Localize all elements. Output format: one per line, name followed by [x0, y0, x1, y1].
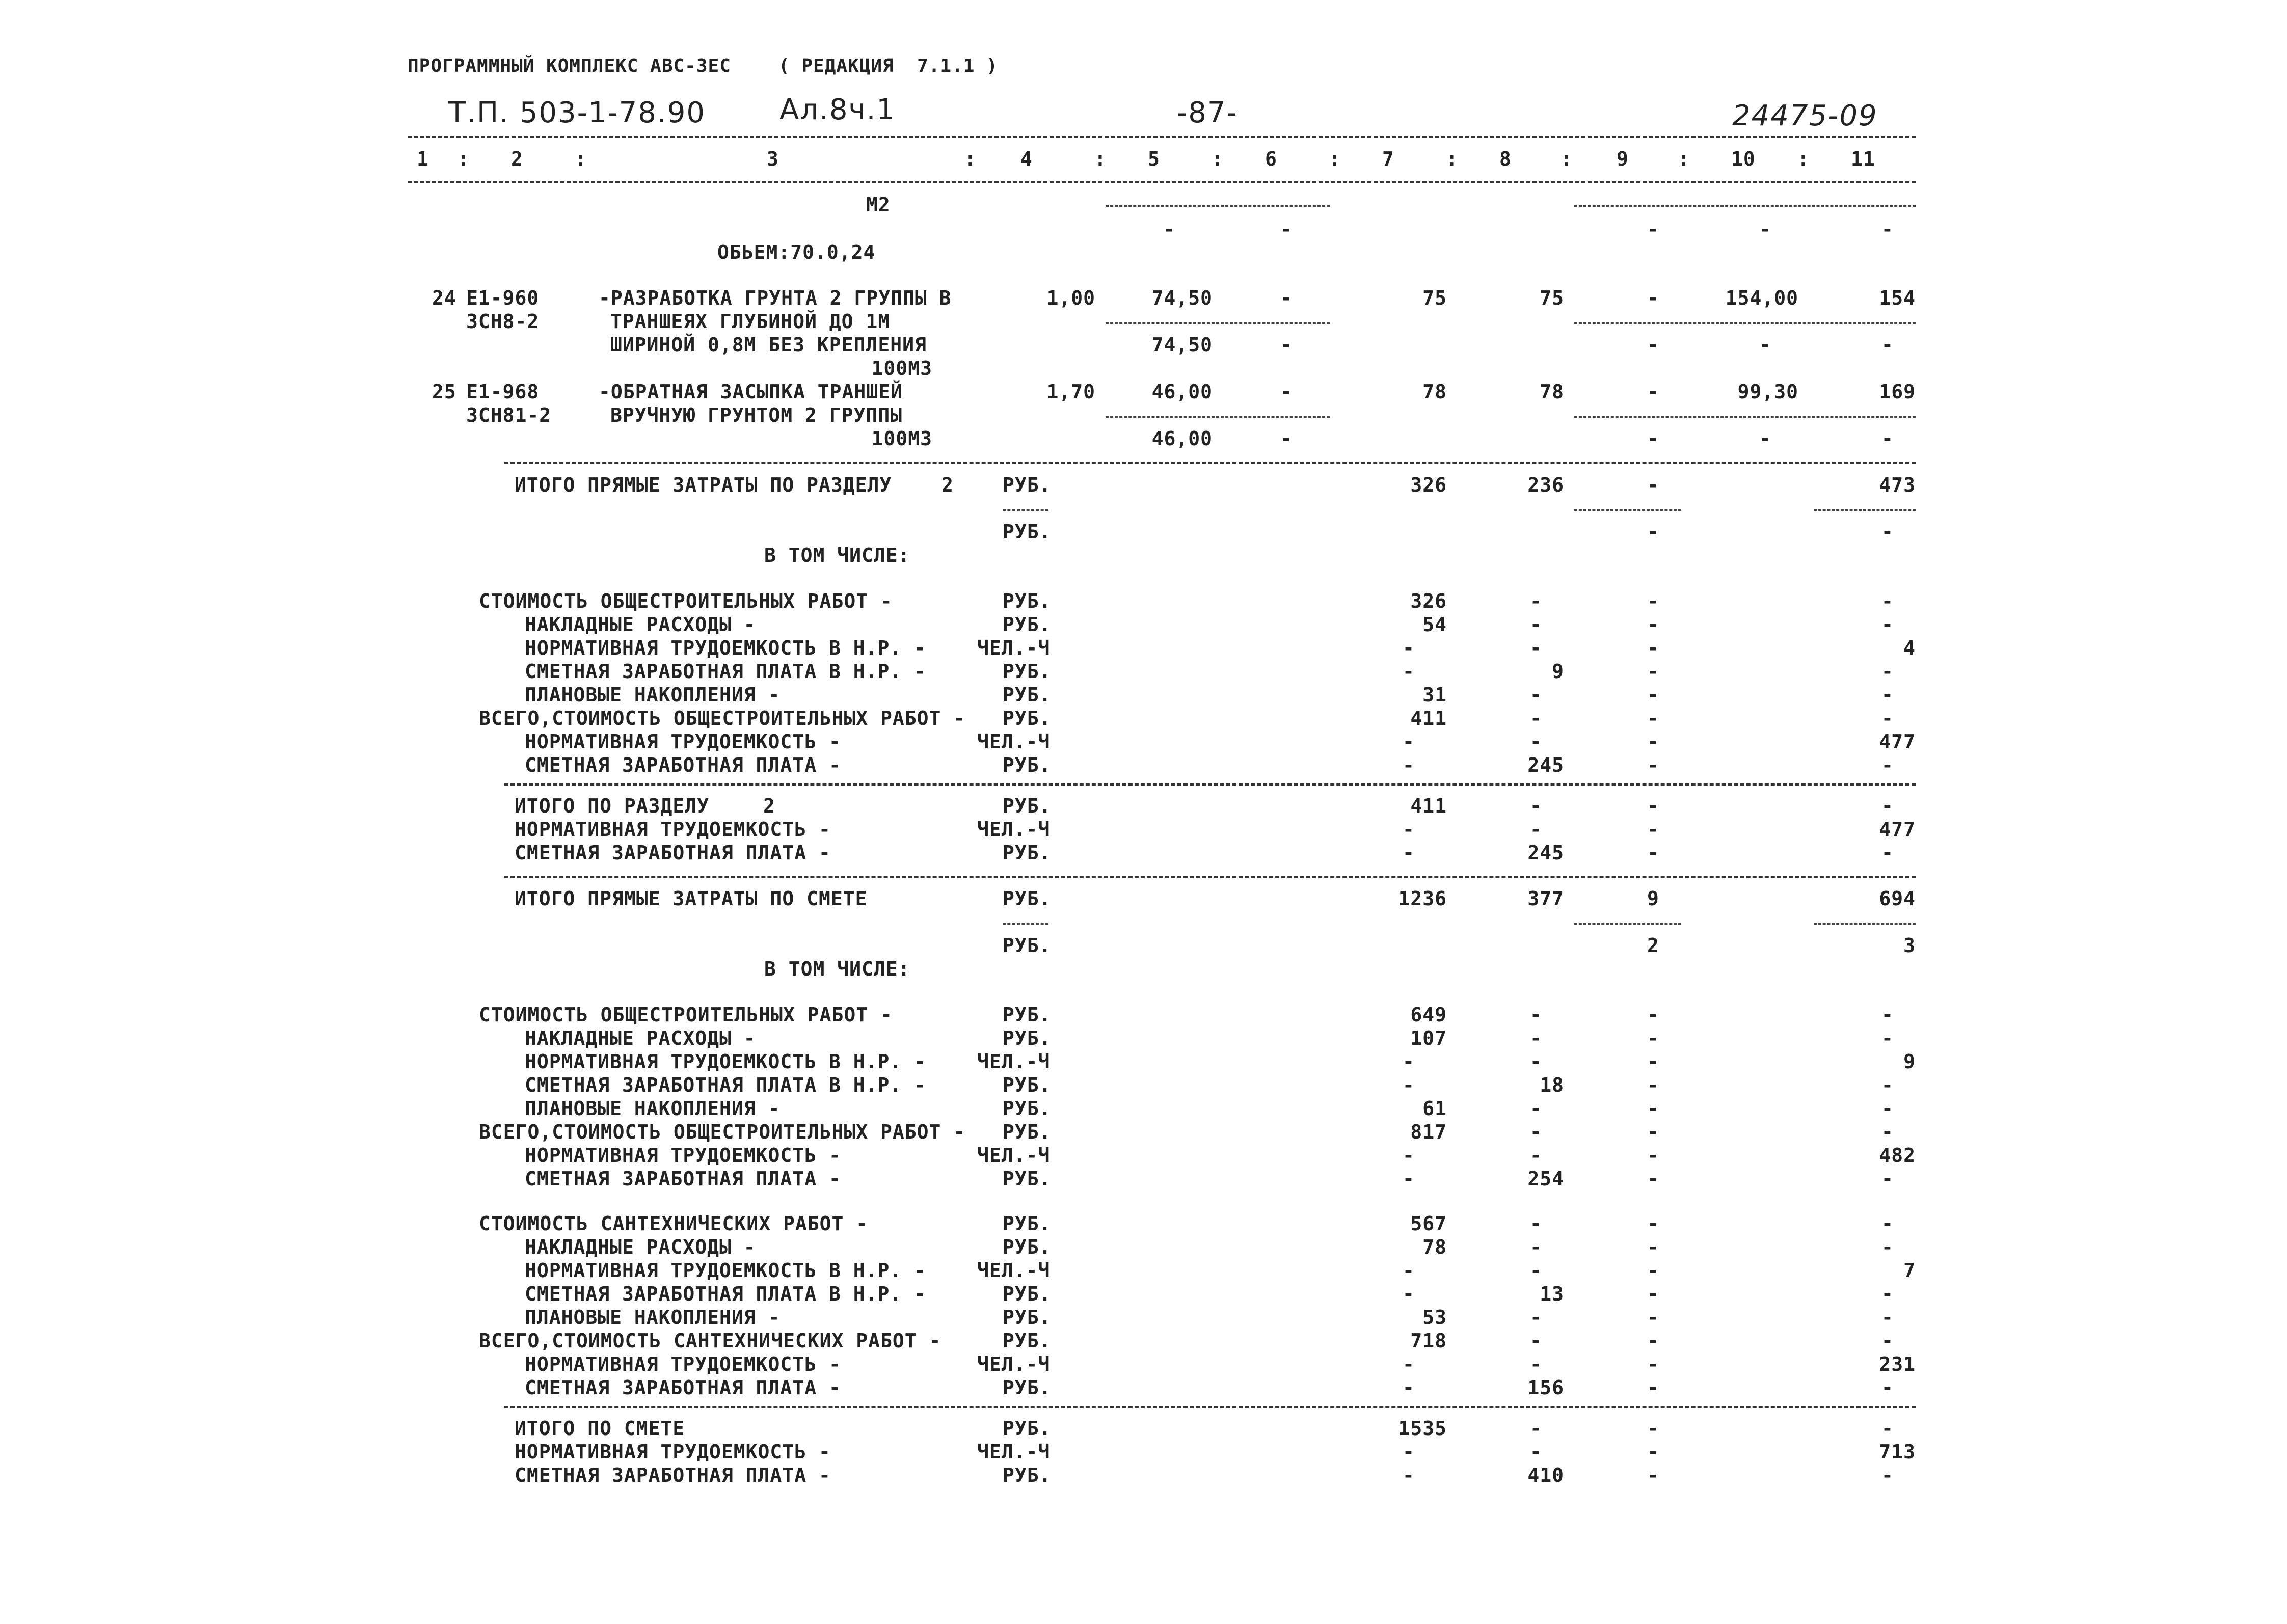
col-number: 3	[767, 148, 779, 170]
value: 718	[1410, 1330, 1447, 1352]
dash-mark: -	[1403, 1464, 1415, 1486]
dash-mark: -	[1881, 1306, 1894, 1329]
col-number: 1	[417, 148, 429, 170]
program-name: ПРОГРАММНЫЙ КОМПЛЕКС АВС-3ЕС	[408, 56, 731, 76]
dash-mark: -	[1403, 818, 1415, 841]
breakdown-label: НОРМАТИВНАЯ ТРУДОЕМКОСТЬ -	[525, 1353, 841, 1375]
dash-mark: -	[1647, 1330, 1659, 1352]
value: 477	[1879, 818, 1916, 841]
dash-mark: -	[1881, 1027, 1894, 1049]
value: 567	[1410, 1212, 1447, 1235]
breakdown-label: НАКЛАДНЫЕ РАСХОДЫ -	[525, 1027, 756, 1049]
unit-rub: РУБ.	[1003, 934, 1052, 957]
including-heading: В ТОМ ЧИСЛЕ:	[764, 958, 910, 980]
dash-mark: -	[1881, 218, 1894, 240]
dash-mark: -	[1647, 1464, 1659, 1486]
value-rule	[1574, 923, 1681, 925]
dash-mark: -	[1403, 1283, 1415, 1305]
summary-label: ИТОГО ПРЯМЫЕ ЗАТРАТЫ ПО СМЕТЕ	[515, 887, 868, 910]
breakdown-label: СМЕТНАЯ ЗАРАБОТНАЯ ПЛАТА -	[525, 1376, 841, 1399]
value: 326	[1410, 590, 1447, 612]
dash-mark: -	[1530, 1259, 1542, 1282]
value-rule	[1814, 923, 1916, 925]
item-col9: -	[1647, 287, 1659, 309]
dash-mark: -	[1881, 1330, 1894, 1352]
dash-mark: -	[1881, 1074, 1894, 1096]
item-col7: 78	[1422, 381, 1447, 403]
dash-mark: -	[1881, 795, 1894, 817]
value: 817	[1410, 1121, 1447, 1143]
dash-mark: -	[1881, 590, 1894, 612]
unit-rub: РУБ.	[1003, 1097, 1052, 1120]
value: 107	[1410, 1027, 1447, 1049]
dash-mark: -	[1647, 1121, 1659, 1143]
dash-mark: -	[1403, 1376, 1415, 1399]
unit-rub: РУБ.	[1003, 1212, 1052, 1235]
dash-mark: -	[1647, 1144, 1659, 1167]
dash-mark: -	[1530, 1097, 1542, 1120]
item-price: 74,50	[1151, 334, 1213, 356]
dash-mark: -	[1163, 218, 1175, 240]
dash-mark: -	[1280, 218, 1293, 240]
value: 410	[1527, 1464, 1564, 1486]
value: 31	[1422, 684, 1447, 706]
breakdown-label: СМЕТНАЯ ЗАРАБОТНАЯ ПЛАТА -	[525, 1168, 841, 1190]
page-number: -87-	[1177, 96, 1238, 129]
dash-mark: -	[1530, 1121, 1542, 1143]
dash-mark: -	[1647, 754, 1659, 776]
section-rule	[504, 1406, 1916, 1408]
tp-number: Т.П. 503-1-78.90	[448, 96, 706, 129]
value: 254	[1527, 1168, 1564, 1190]
item-unit: 100М3	[871, 357, 932, 380]
item-quantity: 1,70	[1046, 381, 1095, 403]
document-code: 24475-09	[1732, 99, 1878, 132]
dash-mark: -	[1881, 1376, 1894, 1399]
col-number: 8	[1499, 148, 1512, 170]
col-number: 10	[1731, 148, 1756, 170]
breakdown-label: ВСЕГО,СТОИМОСТЬ САНТЕХНИЧЕСКИХ РАБОТ -	[479, 1330, 941, 1352]
breakdown-label: СМЕТНАЯ ЗАРАБОТНАЯ ПЛАТА В Н.Р. -	[525, 660, 926, 683]
unit-rub: РУБ.	[1003, 660, 1052, 683]
unit-rub: РУБ.	[1003, 590, 1052, 612]
dash-mark: -	[1647, 427, 1659, 450]
col-number: 9	[1617, 148, 1629, 170]
value: 13	[1540, 1283, 1564, 1305]
unit-rub: РУБ.	[1003, 1376, 1052, 1399]
item-description: ШИРИНОЙ 0,8М БЕЗ КРЕПЛЕНИЯ	[610, 334, 927, 356]
volume-text: ОБЬЕМ:70.0,24	[717, 241, 876, 263]
breakdown-label: СМЕТНАЯ ЗАРАБОТНАЯ ПЛАТА -	[525, 754, 841, 776]
item-col11: 169	[1879, 381, 1916, 403]
breakdown-label: ВСЕГО,СТОИМОСТЬ ОБЩЕСТРОИТЕЛЬНЫХ РАБОТ -	[479, 1121, 966, 1143]
value: 411	[1410, 795, 1447, 817]
dash-mark: -	[1881, 1212, 1894, 1235]
item-description: ВРУЧНУЮ ГРУНТОМ 2 ГРУППЫ	[610, 404, 903, 426]
dash-mark: -	[1647, 1259, 1659, 1282]
dash-mark: -	[1647, 613, 1659, 636]
value: 236	[1527, 474, 1564, 496]
dash-mark: -	[1403, 842, 1415, 864]
col-sep: :	[964, 148, 977, 170]
section-rule	[504, 462, 1916, 464]
item-description: -РАЗРАБОТКА ГРУНТА 2 ГРУППЫ В	[599, 287, 952, 309]
dash-mark: -	[1881, 613, 1894, 636]
breakdown-label: СМЕТНАЯ ЗАРАБОТНАЯ ПЛАТА В Н.Р. -	[525, 1074, 926, 1096]
breakdown-label: ПЛАНОВЫЕ НАКОПЛЕНИЯ -	[525, 1306, 781, 1329]
item-code: Е1-968	[466, 381, 540, 403]
dash-mark: -	[1647, 1417, 1659, 1440]
dash-mark: -	[1530, 1417, 1542, 1440]
dash-mark: -	[1881, 684, 1894, 706]
unit-rule	[1003, 509, 1048, 511]
dash-mark: -	[1647, 684, 1659, 706]
dash-mark: -	[1881, 1236, 1894, 1258]
col-sep: :	[1560, 148, 1573, 170]
dash-mark: -	[1881, 427, 1894, 450]
value: 245	[1527, 842, 1564, 864]
value: 9	[1903, 1050, 1916, 1073]
item-col7: 75	[1422, 287, 1447, 309]
item-number: 24	[432, 287, 456, 309]
breakdown-label: ПЛАНОВЫЕ НАКОПЛЕНИЯ -	[525, 1097, 781, 1120]
value: 3	[1903, 934, 1916, 957]
dash-mark: -	[1530, 1050, 1542, 1073]
dash-mark: -	[1881, 1417, 1894, 1440]
item-number: 25	[432, 381, 456, 403]
dash-mark: -	[1647, 474, 1659, 496]
unit-rub: РУБ.	[1003, 1330, 1052, 1352]
item-description: ТРАНШЕЯХ ГЛУБИНОЙ ДО 1М	[610, 310, 891, 333]
col-sep: :	[1797, 148, 1810, 170]
breakdown-label: НОРМАТИВНАЯ ТРУДОЕМКОСТЬ В Н.Р. -	[525, 1259, 926, 1282]
dash-mark: -	[1647, 1236, 1659, 1258]
section-number: 2	[941, 474, 954, 496]
dash-mark: -	[1403, 730, 1415, 753]
dash-mark: -	[1647, 1004, 1659, 1026]
dash-mark: -	[1881, 334, 1894, 356]
breakdown-label: НАКЛАДНЫЕ РАСХОДЫ -	[525, 613, 756, 636]
unit-rub: РУБ.	[1003, 1283, 1052, 1305]
dash-mark: -	[1530, 1353, 1542, 1375]
item-price: 46,00	[1151, 427, 1213, 450]
unit-rub: РУБ.	[1003, 795, 1052, 817]
dash-mark: -	[1647, 730, 1659, 753]
section-number: 2	[763, 795, 775, 817]
item-description: -ОБРАТНАЯ ЗАСЫПКА ТРАНШЕЙ	[599, 381, 903, 403]
dash-mark: -	[1647, 1027, 1659, 1049]
item-col10: 154,00	[1725, 287, 1798, 309]
value: 18	[1540, 1074, 1564, 1096]
unit-rub: РУБ.	[1003, 754, 1052, 776]
value: 245	[1527, 754, 1564, 776]
unit-rub: РУБ.	[1003, 613, 1052, 636]
unit-rub: РУБ.	[1003, 1027, 1052, 1049]
unit-rub: РУБ.	[1003, 474, 1052, 496]
item-subcode: 3СН81-2	[466, 404, 552, 426]
col-sep: :	[1212, 148, 1224, 170]
unit-manhours: ЧЕЛ.-Ч	[977, 1441, 1051, 1463]
unit-manhours: ЧЕЛ.-Ч	[977, 730, 1051, 753]
dash-mark: -	[1647, 590, 1659, 612]
dash-mark: -	[1881, 1283, 1894, 1305]
dash-mark: -	[1530, 1027, 1542, 1049]
dash-mark: -	[1530, 1441, 1542, 1463]
col-sep: :	[1094, 148, 1107, 170]
col-sep: :	[575, 148, 587, 170]
dash-mark: -	[1280, 427, 1293, 450]
col-number: 7	[1382, 148, 1394, 170]
col-sep: :	[1446, 148, 1458, 170]
breakdown-label: СТОИМОСТЬ ОБЩЕСТРОИТЕЛЬНЫХ РАБОТ -	[479, 1004, 893, 1026]
dash-mark: -	[1530, 730, 1542, 753]
value: 377	[1527, 887, 1564, 910]
price-rule	[1574, 416, 1916, 418]
dash-mark: -	[1759, 334, 1771, 356]
dash-mark: -	[1530, 637, 1542, 659]
unit-rub: РУБ.	[1003, 1168, 1052, 1190]
value: 482	[1879, 1144, 1916, 1167]
section-rule	[504, 783, 1916, 786]
col-sep: :	[1329, 148, 1341, 170]
dash-mark: -	[1403, 637, 1415, 659]
dash-mark: -	[1647, 1074, 1659, 1096]
price-rule	[1106, 205, 1330, 207]
summary-label: НОРМАТИВНАЯ ТРУДОЕМКОСТЬ -	[515, 818, 831, 841]
value: 473	[1879, 474, 1916, 496]
dash-mark: -	[1403, 754, 1415, 776]
value: 713	[1879, 1441, 1916, 1463]
item-col9: -	[1647, 381, 1659, 403]
value: 411	[1410, 707, 1447, 729]
dash-mark: -	[1759, 218, 1771, 240]
unit-rub: РУБ.	[1003, 1236, 1052, 1258]
value: 78	[1422, 1236, 1447, 1258]
unit-manhours: ЧЕЛ.-Ч	[977, 1050, 1051, 1073]
dash-mark: -	[1647, 1097, 1659, 1120]
unit-rub: РУБ.	[1003, 1417, 1052, 1440]
item-price: 46,00	[1151, 381, 1213, 403]
dash-mark: -	[1530, 1212, 1542, 1235]
item-col6: -	[1280, 381, 1293, 403]
item-col6: -	[1280, 287, 1293, 309]
album-number: Ал.8ч.1	[779, 93, 896, 126]
dash-mark: -	[1881, 660, 1894, 683]
dash-mark: -	[1647, 660, 1659, 683]
col-sep: :	[458, 148, 470, 170]
dash-mark: -	[1530, 1236, 1542, 1258]
dash-mark: -	[1881, 707, 1894, 729]
col-number: 2	[511, 148, 523, 170]
dash-mark: -	[1881, 1464, 1894, 1486]
including-heading: В ТОМ ЧИСЛЕ:	[764, 544, 910, 566]
item-col8: 78	[1540, 381, 1564, 403]
item-col10: 99,30	[1737, 381, 1798, 403]
dash-mark: -	[1647, 1283, 1659, 1305]
dash-mark: -	[1759, 427, 1771, 450]
unit-manhours: ЧЕЛ.-Ч	[977, 1259, 1051, 1282]
dash-mark: -	[1881, 842, 1894, 864]
col-sep: :	[1678, 148, 1690, 170]
dash-mark: -	[1403, 1144, 1415, 1167]
dash-mark: -	[1530, 590, 1542, 612]
unit-rub: РУБ.	[1003, 1306, 1052, 1329]
breakdown-label: ПЛАНОВЫЕ НАКОПЛЕНИЯ -	[525, 684, 781, 706]
value: 1535	[1398, 1417, 1447, 1440]
item-quantity: 1,00	[1046, 287, 1095, 309]
summary-label: СМЕТНАЯ ЗАРАБОТНАЯ ПЛАТА -	[515, 842, 831, 864]
breakdown-label: СТОИМОСТЬ ОБЩЕСТРОИТЕЛЬНЫХ РАБОТ -	[479, 590, 893, 612]
summary-label: ИТОГО ПО СМЕТЕ	[515, 1417, 685, 1440]
unit-rub: РУБ.	[1003, 842, 1052, 864]
dash-mark: -	[1647, 707, 1659, 729]
item-col11: 154	[1879, 287, 1916, 309]
revision: ( РЕДАКЦИЯ 7.1.1 )	[778, 56, 998, 76]
unit-rub: РУБ.	[1003, 684, 1052, 706]
dash-mark: -	[1647, 637, 1659, 659]
value: 649	[1410, 1004, 1447, 1026]
item-subcode: 3СН8-2	[466, 310, 540, 333]
dash-mark: -	[1881, 1004, 1894, 1026]
value: 54	[1422, 613, 1447, 636]
dash-mark: -	[1647, 795, 1659, 817]
unit-manhours: ЧЕЛ.-Ч	[977, 818, 1051, 841]
dash-mark: -	[1530, 613, 1542, 636]
dash-mark: -	[1647, 334, 1659, 356]
unit-rub: РУБ.	[1003, 887, 1052, 910]
dash-mark: -	[1647, 842, 1659, 864]
dash-mark: -	[1647, 1306, 1659, 1329]
value: 156	[1527, 1376, 1564, 1399]
section-rule	[504, 876, 1916, 878]
dash-mark: -	[1403, 1168, 1415, 1190]
dash-mark: -	[1881, 754, 1894, 776]
item-unit: 100М3	[871, 427, 932, 450]
unit-rub: РУБ.	[1003, 1074, 1052, 1096]
unit-text: М2	[866, 194, 891, 216]
value: 9	[1552, 660, 1564, 683]
col-number: 11	[1851, 148, 1875, 170]
breakdown-label: НОРМАТИВНАЯ ТРУДОЕМКОСТЬ -	[525, 730, 841, 753]
unit-manhours: ЧЕЛ.-Ч	[977, 1353, 1051, 1375]
dash-mark: -	[1647, 1212, 1659, 1235]
value: 9	[1647, 887, 1659, 910]
value: 53	[1422, 1306, 1447, 1329]
dash-mark: -	[1647, 218, 1659, 240]
col-number: 5	[1148, 148, 1160, 170]
breakdown-label: НОРМАТИВНАЯ ТРУДОЕМКОСТЬ -	[525, 1144, 841, 1167]
value: 7	[1903, 1259, 1916, 1282]
value: 1236	[1398, 887, 1447, 910]
dash-mark: -	[1403, 1441, 1415, 1463]
unit-rub: РУБ.	[1003, 707, 1052, 729]
value: 61	[1422, 1097, 1447, 1120]
breakdown-label: НОРМАТИВНАЯ ТРУДОЕМКОСТЬ В Н.Р. -	[525, 1050, 926, 1073]
dash-mark: -	[1403, 1353, 1415, 1375]
dash-mark: -	[1530, 684, 1542, 706]
value: 326	[1410, 474, 1447, 496]
unit-rub: РУБ.	[1003, 1004, 1052, 1026]
dash-mark: -	[1530, 818, 1542, 841]
breakdown-label: ВСЕГО,СТОИМОСТЬ ОБЩЕСТРОИТЕЛЬНЫХ РАБОТ -	[479, 707, 966, 729]
dash-mark: -	[1881, 521, 1894, 543]
dash-mark: -	[1881, 1097, 1894, 1120]
price-rule	[1574, 322, 1916, 324]
unit-rub: РУБ.	[1003, 521, 1052, 543]
dash-mark: -	[1403, 1259, 1415, 1282]
summary-label: СМЕТНАЯ ЗАРАБОТНАЯ ПЛАТА -	[515, 1464, 831, 1486]
unit-rub: РУБ.	[1003, 1121, 1052, 1143]
dash-mark: -	[1647, 1050, 1659, 1073]
dash-mark: -	[1403, 1074, 1415, 1096]
summary-label: ИТОГО ПРЯМЫЕ ЗАТРАТЫ ПО РАЗДЕЛУ	[515, 474, 892, 496]
dash-mark: -	[1530, 707, 1542, 729]
breakdown-label: СТОИМОСТЬ САНТЕХНИЧЕСКИХ РАБОТ -	[479, 1212, 869, 1235]
col-number: 6	[1265, 148, 1277, 170]
column-header-rule	[408, 181, 1916, 183]
unit-rule	[1003, 923, 1048, 925]
dash-mark: -	[1647, 521, 1659, 543]
breakdown-label: СМЕТНАЯ ЗАРАБОТНАЯ ПЛАТА В Н.Р. -	[525, 1283, 926, 1305]
value: 477	[1879, 730, 1916, 753]
price-rule	[1106, 322, 1330, 324]
value: 694	[1879, 887, 1916, 910]
unit-manhours: ЧЕЛ.-Ч	[977, 637, 1051, 659]
item-code: Е1-960	[466, 287, 540, 309]
value: 2	[1647, 934, 1659, 957]
dash-mark: -	[1647, 1353, 1659, 1375]
breakdown-label: НАКЛАДНЫЕ РАСХОДЫ -	[525, 1236, 756, 1258]
dash-mark: -	[1280, 334, 1293, 356]
value-rule	[1574, 509, 1681, 511]
dash-mark: -	[1403, 660, 1415, 683]
value: 4	[1903, 637, 1916, 659]
price-rule	[1574, 205, 1916, 207]
dash-mark: -	[1647, 1441, 1659, 1463]
unit-rub: РУБ.	[1003, 1464, 1052, 1486]
dash-mark: -	[1647, 1168, 1659, 1190]
dash-mark: -	[1881, 1121, 1894, 1143]
dash-mark: -	[1530, 795, 1542, 817]
item-col8: 75	[1540, 287, 1564, 309]
dash-mark: -	[1647, 1376, 1659, 1399]
breakdown-label: НОРМАТИВНАЯ ТРУДОЕМКОСТЬ В Н.Р. -	[525, 637, 926, 659]
dash-mark: -	[1403, 1050, 1415, 1073]
dash-mark: -	[1530, 1306, 1542, 1329]
col-number: 4	[1020, 148, 1033, 170]
value: 231	[1879, 1353, 1916, 1375]
item-price: 74,50	[1151, 287, 1213, 309]
dash-mark: -	[1881, 1168, 1894, 1190]
price-rule	[1106, 416, 1330, 418]
dash-mark: -	[1530, 1330, 1542, 1352]
header-rule	[408, 136, 1916, 138]
unit-manhours: ЧЕЛ.-Ч	[977, 1144, 1051, 1167]
dash-mark: -	[1647, 818, 1659, 841]
summary-label: ИТОГО ПО РАЗДЕЛУ	[515, 795, 710, 817]
value-rule	[1814, 509, 1916, 511]
summary-label: НОРМАТИВНАЯ ТРУДОЕМКОСТЬ -	[515, 1441, 831, 1463]
dash-mark: -	[1530, 1144, 1542, 1167]
dash-mark: -	[1530, 1004, 1542, 1026]
